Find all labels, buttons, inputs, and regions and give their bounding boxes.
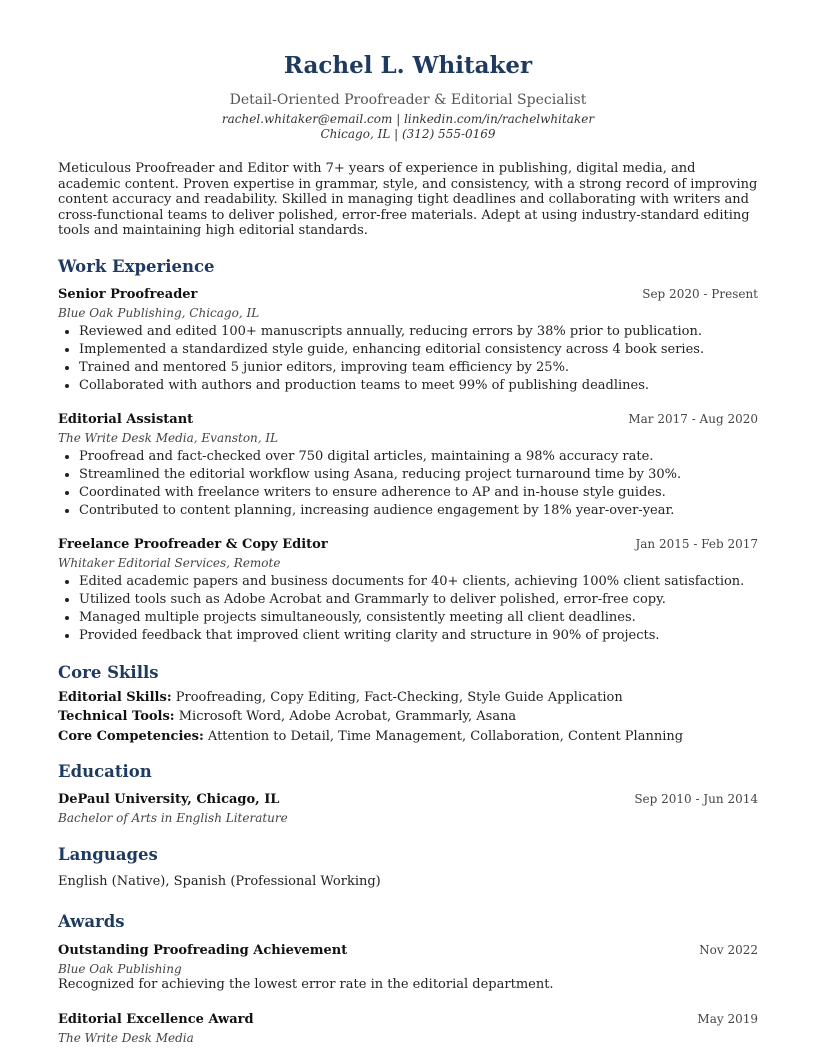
job-bullet: • Contributed to content planning, increasing audience engagement by 18% year-over-year.: [79, 502, 758, 520]
job-entry: [58, 411, 758, 520]
job-bullets: [58, 448, 758, 520]
job-bullets: [58, 323, 758, 395]
work-experience-section: [58, 257, 758, 645]
skill-value: Attention to Detail, Time Management, Collaboration, Content Planning: [203, 728, 684, 744]
education-section: [58, 762, 758, 826]
award-description: Recognized for achieving the lowest error rate in the editorial department.: [58, 977, 554, 992]
job-bullet: • Reviewed and edited 100+ manuscripts annually, reducing errors by 38% prior to publication.: [79, 323, 758, 341]
job-bullet: • Managed multiple projects simultaneously, consistently meeting all client deadlines.: [79, 609, 758, 627]
job-bullet: • Implemented a standardized style guide, enhancing editorial consistency across 4 book series.: [79, 341, 758, 359]
award-date: Nov 2022: [699, 943, 758, 957]
job-bullet: • Proofread and fact-checked over 750 digital articles, maintaining a 98% accuracy rate.: [79, 448, 758, 466]
job-organization: Whitaker Editorial Services, Remote: [58, 555, 281, 570]
skill-line: [58, 707, 758, 727]
section-heading-education: Education: [58, 762, 152, 781]
award-title: Outstanding Proofreading Achievement: [58, 943, 348, 958]
core-skills-section: [58, 663, 758, 747]
skill-value: Microsoft Word, Adobe Acrobat, Grammarly, Asana: [174, 709, 517, 724]
award-title: Editorial Excellence Award: [58, 1012, 254, 1027]
job-bullet: • Trained and mentored 5 junior editors, improving team efficiency by 25%.: [79, 359, 758, 377]
contact-info: [58, 112, 758, 142]
job-organization: The Write Desk Media, Evanston, IL: [58, 430, 279, 445]
skill-label: Core Competencies:: [58, 728, 204, 744]
professional-summary: Meticulous Proofreader and Editor with 7+ years of experience in publishing, digital media, and academic content. Proven expertise in grammar, style, and consistency, with a strong record of improving content accuracy and readability. Skilled in managing tight deadlines and collaborating with writers and cross-functional teams to deliver polished, error-free materials. Adept at using industry-standard editing tools and maintaining high editorial standards.: [58, 161, 758, 238]
award-organization: Blue Oak Publishing: [58, 962, 182, 976]
degree: Bachelor of Arts in English Literature: [58, 811, 288, 825]
resume-header: [58, 0, 758, 142]
languages-list: English (Native), Spanish (Professional Working): [58, 874, 381, 889]
award-entry: [58, 942, 758, 993]
job-title: Senior Proofreader: [58, 286, 198, 302]
job-bullet: • Utilized tools such as Adobe Acrobat and Grammarly to deliver polished, error-free copy.: [79, 591, 758, 609]
languages-section: [58, 845, 758, 890]
job-title: Editorial Assistant: [58, 411, 194, 427]
professional-title: Detail-Oriented Proofreader & Editorial Specialist: [229, 92, 587, 108]
contact-location-phone: Chicago, IL | (312) 555-0169: [320, 127, 496, 141]
skill-line: [58, 727, 758, 747]
section-heading-awards: Awards: [58, 912, 125, 931]
education-dates: Sep 2010 - Jun 2014: [634, 792, 758, 806]
job-bullet: • Edited academic papers and business documents for 40+ clients, achieving 100% client satisfaction.: [79, 573, 758, 591]
award-entry: [58, 1011, 758, 1046]
award-organization: The Write Desk Media: [58, 1031, 194, 1045]
job-dates: Mar 2017 - Aug 2020: [628, 411, 758, 426]
job-bullet: • Provided feedback that improved client writing clarity and structure in 90% of projects.: [79, 627, 758, 645]
job-bullet: • Streamlined the editorial workflow using Asana, reducing project turnaround time by 30%.: [79, 466, 758, 484]
school-name: DePaul University, Chicago, IL: [58, 792, 280, 807]
job-entry: [58, 536, 758, 645]
skill-label: Editorial Skills:: [58, 689, 172, 705]
skill-line: [58, 688, 758, 708]
awards-section: [58, 912, 758, 1046]
job-entry: [58, 286, 758, 395]
job-bullets: [58, 573, 758, 645]
section-heading-core-skills: Core Skills: [58, 662, 159, 682]
section-heading-work-experience: Work Experience: [58, 256, 215, 276]
skill-value: Proofreading, Copy Editing, Fact-Checking, Style Guide Application: [171, 689, 623, 705]
job-bullet: • Coordinated with freelance writers to ensure adherence to AP and in-house style guides.: [79, 484, 758, 502]
section-heading-languages: Languages: [58, 845, 158, 864]
contact-email-linkedin: rachel.whitaker@email.com | linkedin.com/in/rachelwhitaker: [221, 112, 595, 126]
job-title: Freelance Proofreader & Copy Editor: [58, 536, 328, 552]
skill-label: Technical Tools:: [58, 709, 175, 724]
job-dates: Sep 2020 - Present: [642, 286, 758, 301]
award-date: May 2019: [697, 1012, 758, 1026]
job-organization: Blue Oak Publishing, Chicago, IL: [58, 305, 260, 320]
candidate-name: Rachel L. Whitaker: [283, 52, 533, 79]
job-dates: Jan 2015 - Feb 2017: [635, 536, 758, 551]
job-bullet: • Collaborated with authors and production teams to meet 99% of publishing deadlines.: [79, 377, 758, 395]
